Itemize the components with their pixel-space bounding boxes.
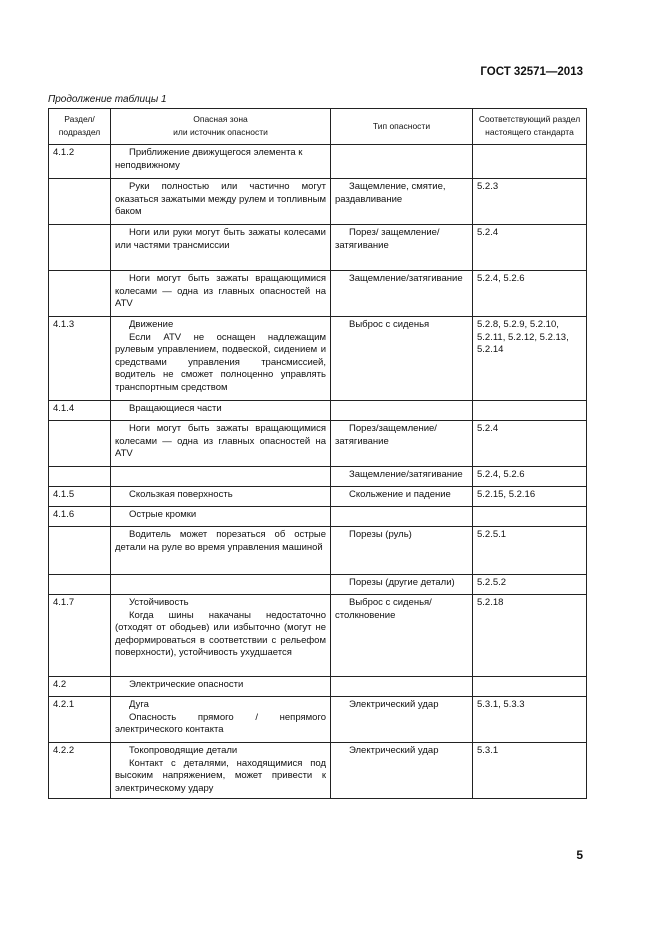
cell-standard-ref [473,145,587,179]
cell-section [49,527,111,575]
cell-hazard-type: Выброс с сиденья/столкновение [331,595,473,677]
cell-section: 4.2.1 [49,697,111,743]
cell-standard-ref: 5.3.1 [473,743,587,799]
table-row [49,271,587,317]
cell-standard-ref: 5.2.15, 5.2.16 [473,487,587,507]
cell-standard-ref: 5.2.8, 5.2.9, 5.2.10, 5.2.11, 5.2.12, 5.2.13, 5.2.14 [473,317,587,401]
cell-section [49,421,111,467]
table-row [49,317,587,401]
table-row [49,225,587,271]
cell-hazard [111,271,331,317]
cell-hazard-type [331,145,473,179]
cell-standard-ref: 5.2.5.1 [473,527,587,575]
hazard-description: Ноги могут быть зажаты вращающимися колесами — одна из главных опасностей на ATV [115,273,326,309]
cell-section: 4.1.3 [49,317,111,401]
cell-section [49,575,111,595]
table-row [49,467,587,487]
cell-section: 4.2 [49,677,111,697]
hazard-title: Скользкая поверхность [129,489,233,500]
header-section [49,109,111,145]
table-header-row [49,109,587,145]
header-section-line2: подраздел [58,127,101,137]
cell-standard-ref: 5.2.4 [473,225,587,271]
hazard-title: Электрические опасности [129,679,244,690]
cell-standard-ref [473,507,587,527]
table-row [49,421,587,467]
header-hazard-zone [111,109,331,145]
cell-hazard [111,145,331,179]
hazard-title: Устойчивость [129,597,189,608]
cell-hazard [111,179,331,225]
cell-section: 4.1.2 [49,145,111,179]
hazard-description: Ноги могут быть зажаты вращающимися колесами — одна из главных опасностей на ATV [115,423,326,459]
cell-hazard-type: Электрический удар [331,697,473,743]
cell-hazard [111,467,331,487]
cell-hazard-type [331,507,473,527]
table-row [49,595,587,677]
cell-section [49,467,111,487]
table-row [49,677,587,697]
header-standard-ref-line1: Соответствующий раздел [478,114,581,124]
cell-section: 4.1.4 [49,401,111,421]
hazard-description: Опасность прямого / непрямого электрического контакта [115,711,326,735]
cell-section [49,225,111,271]
cell-standard-ref [473,677,587,697]
cell-hazard [111,421,331,467]
cell-section [49,271,111,317]
table-row [49,527,587,575]
hazard-description: Ноги или руки могут быть зажаты колесами или частями трансмиссии [115,227,326,251]
cell-standard-ref: 5.2.4, 5.2.6 [473,467,587,487]
hazards-table [48,108,587,799]
hazard-description: Водитель может порезаться об острые детали на руле во время управления машиной [115,529,326,553]
cell-standard-ref: 5.3.1, 5.3.3 [473,697,587,743]
header-hazard-type-line1: Тип опасности [372,120,431,131]
table-caption: Продолжение таблицы 1 [48,94,167,105]
cell-section: 4.1.5 [49,487,111,507]
cell-hazard [111,697,331,743]
cell-hazard-type: Защемление, смятие, раздавливание [331,179,473,225]
table-row [49,401,587,421]
table-row [49,697,587,743]
table-row [49,145,587,179]
hazard-title: Острые кромки [129,509,197,520]
cell-hazard [111,595,331,677]
cell-hazard-type [331,677,473,697]
cell-hazard-type: Порезы (руль) [331,527,473,575]
hazard-title: Приближение движущегося элемента к неподвижному [115,147,303,171]
cell-hazard [111,527,331,575]
cell-hazard-type: Порезы (другие детали) [331,575,473,595]
cell-hazard-type: Порез/защемление/затягивание [331,421,473,467]
cell-section: 4.1.6 [49,507,111,527]
hazard-description: Контакт с деталями, находящимися под высоким напряжением, может привести к электрическому удару [115,757,326,794]
hazard-description: Когда шины накачаны недостаточно (отходят от ободьев) или избыточно (могут не деформироваться в соответствии с рельефом поверхности), устойчивость ухудшается [115,609,326,658]
cell-standard-ref [473,401,587,421]
cell-hazard [111,487,331,507]
cell-hazard-type: Скольжение и падение [331,487,473,507]
cell-hazard [111,575,331,595]
cell-hazard-type: Защемление/затягивание [331,467,473,487]
cell-hazard-type [331,401,473,421]
table-row [49,575,587,595]
header-hazard-zone-line1: Опасная зона [193,114,248,124]
cell-hazard-type: Порез/ защемление/ затягивание [331,225,473,271]
cell-standard-ref: 5.2.3 [473,179,587,225]
cell-hazard [111,677,331,697]
table-row [49,487,587,507]
hazard-title: Дуга [129,699,149,710]
cell-hazard-type: Выброс с сиденья [331,317,473,401]
cell-standard-ref: 5.2.4, 5.2.6 [473,271,587,317]
standard-designation: ГОСТ 32571—2013 [480,66,583,78]
cell-section: 4.2.2 [49,743,111,799]
table-row [49,179,587,225]
cell-hazard [111,743,331,799]
cell-section [49,179,111,225]
table-body [49,145,587,799]
hazard-title: Движение [129,319,174,330]
hazard-title: Токопроводящие детали [129,745,238,756]
cell-standard-ref: 5.2.18 [473,595,587,677]
cell-hazard-type: Защемление/затягивание [331,271,473,317]
cell-hazard [111,401,331,421]
hazard-title: Вращающиеся части [129,403,222,414]
header-hazard-type [331,109,473,145]
header-hazard-zone-line2: или источник опасности [173,127,268,137]
page-number: 5 [576,848,583,862]
cell-hazard [111,225,331,271]
header-standard-ref-line2: настоящего стандарта [485,127,574,137]
cell-hazard-type: Электрический удар [331,743,473,799]
cell-hazard [111,317,331,401]
header-standard-ref [473,109,587,145]
cell-section: 4.1.7 [49,595,111,677]
header-section-line1: Раздел/ [64,114,95,124]
table-row [49,743,587,799]
hazard-description: Если ATV не оснащен надлежащим рулевым управлением, подвеской, сидением и средствами управления трансмиссией, водитель не сможет полноценно управлять транспортным средством [115,331,326,393]
cell-standard-ref: 5.2.4 [473,421,587,467]
cell-standard-ref: 5.2.5.2 [473,575,587,595]
table-row [49,507,587,527]
hazard-description: Руки полностью или частично могут оказаться зажатыми между рулем и топливным баком [115,181,326,217]
cell-hazard [111,507,331,527]
